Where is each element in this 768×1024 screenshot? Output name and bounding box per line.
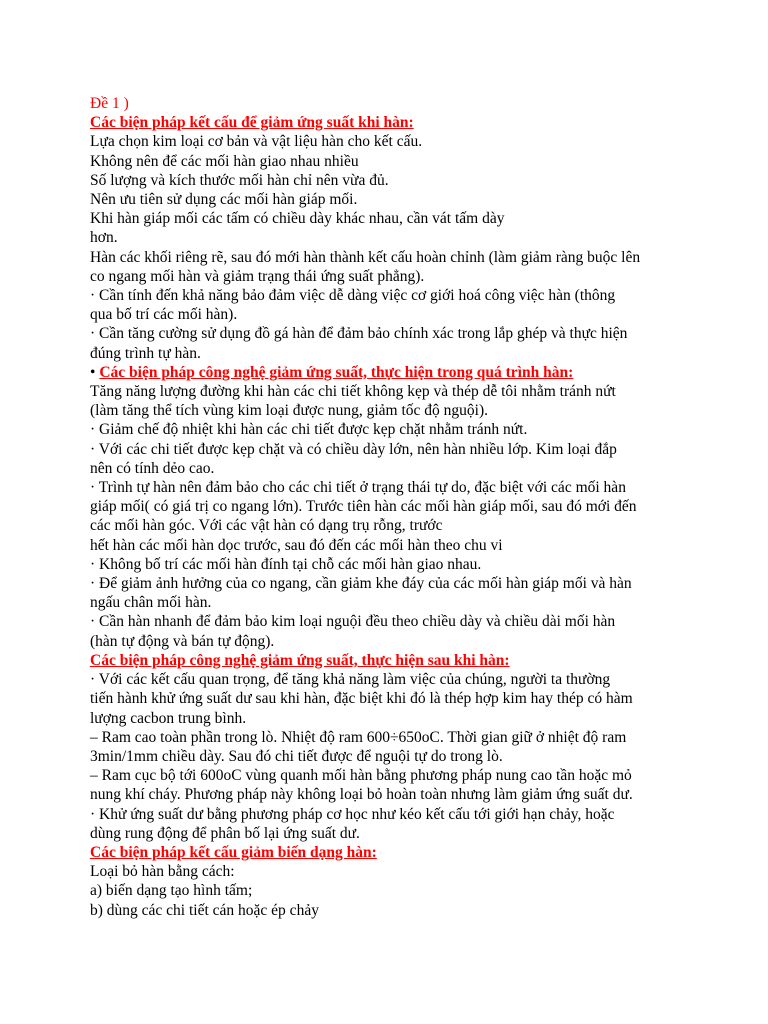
paragraph-line: ngấu chân mối hàn.	[90, 594, 212, 612]
paragraph-line: co ngang mối hàn và giảm trạng thái ứng suất phẳng).	[90, 267, 425, 285]
paragraph-line: hết hàn các mối hàn dọc trước, sau đó đến các mối hàn theo chu vi	[90, 536, 503, 554]
paragraph-line: (hàn tự động và bán tự động).	[90, 632, 275, 650]
paragraph-line: b) dùng các chi tiết cán hoặc ép chảy	[90, 901, 319, 919]
paragraph-line: · Cần hàn nhanh để đảm bảo kim loại nguội đều theo chiều dày và chiều dài mối hàn	[90, 613, 616, 631]
section-heading: Các biện pháp kết cấu giảm biến dạng hàn:	[90, 843, 377, 861]
paragraph-line: 3min/1mm chiều dày. Sau đó chi tiết được để nguội tự do trong lò.	[90, 747, 503, 765]
paragraph-line: nung khí cháy. Phương pháp này không loại bỏ hoàn toàn nhưng làm giảm ứng suất dư.	[90, 786, 633, 804]
document-page	[90, 94, 690, 920]
paragraph-line: · Cần tính đến khả năng bảo đảm việc dễ dàng việc cơ giới hoá công việc hàn (thông	[90, 287, 616, 305]
section-heading: Các biện pháp công nghệ giảm ứng suất, thực hiện trong quá trình hàn:	[99, 363, 574, 381]
paragraph-line: Tăng năng lượng đường khi hàn các chi tiết không kẹp và thép dễ tôi nhằm tránh nứt	[90, 383, 616, 401]
paragraph-line: nên có tính dẻo cao.	[90, 459, 215, 477]
paragraph-line: · Trình tự hàn nên đảm bảo cho các chi tiết ở trạng thái tự do, đặc biệt với các mối hàn	[90, 479, 626, 497]
paragraph-line: dùng rung động để phân bố lại ứng suất dư.	[90, 824, 360, 842]
paragraph-line: Nên ưu tiên sử dụng các mối hàn giáp mối.	[90, 191, 358, 209]
paragraph-line: · Không bố trí các mối hàn đính tại chỗ các mối hàn giao nhau.	[90, 555, 482, 573]
paragraph-line: qua bố trí các mối hàn).	[90, 306, 238, 324]
paragraph-line: – Ram cao toàn phần trong lò. Nhiệt độ ram 600÷650oC. Thời gian giữ ở nhiệt độ ram	[90, 728, 627, 746]
paragraph-line: – Ram cục bộ tới 600oC vùng quanh mối hàn bằng phương pháp nung cao tần hoặc mỏ	[90, 767, 632, 785]
section-heading-line	[90, 363, 690, 382]
paragraph-line: a) biến dạng tạo hình tấm;	[90, 882, 253, 900]
paragraph-line: · Khử ứng suất dư bằng phương pháp cơ học như kéo kết cấu tới giới hạn chảy, hoặc	[90, 805, 615, 823]
paragraph-line: · Với các chi tiết được kẹp chặt và có chiều dày lớn, nên hàn nhiều lớp. Kim loại đắp	[90, 440, 617, 458]
paragraph-line: đúng trình tự hàn.	[90, 344, 201, 362]
paragraph-line: Hàn các khối riêng rẽ, sau đó mới hàn thành kết cấu hoàn chỉnh (làm giảm ràng buộc lên	[90, 248, 641, 266]
paragraph-line: tiến hành khử ứng suất dư sau khi hàn, đặc biệt khi đó là thép hợp kim hay thép có hàm	[90, 690, 633, 708]
paragraph-line: Không nên để các mối hàn giao nhau nhiều	[90, 152, 359, 170]
document-title: Đề 1 )	[90, 95, 129, 112]
section-post-weld-stress	[90, 651, 690, 843]
paragraph-line: · Giảm chế độ nhiệt khi hàn các chi tiết được kẹp chặt nhằm tránh nứt.	[90, 421, 528, 439]
paragraph-line: · Để giảm ảnh hưởng của co ngang, cần giảm khe đáy của các mối hàn giáp mối và hàn	[90, 575, 632, 593]
section-structural-deformation	[90, 843, 690, 920]
bullet-marker: •	[90, 363, 100, 381]
section-structural-stress	[90, 113, 690, 363]
paragraph-line: Khi hàn giáp mối các tấm có chiều dày khác nhau, cần vát tấm dày	[90, 210, 505, 228]
paragraph-line: · Với các kết cấu quan trọng, để tăng khả năng làm việc của chúng, người ta thường	[90, 671, 611, 689]
section-heading: Các biện pháp công nghệ giảm ứng suất, thực hiện sau khi hàn:	[90, 651, 510, 669]
paragraph-line: lượng cacbon trung bình.	[90, 709, 247, 727]
section-heading: Các biện pháp kết cấu để giảm ứng suất khi hàn:	[90, 114, 414, 132]
paragraph-line: hơn.	[90, 229, 118, 247]
paragraph-line: Loại bỏ hàn bằng cách:	[90, 863, 235, 881]
paragraph-line: giáp mối( có giá trị co ngang lớn). Trước tiên hàn các mối hàn giáp mối, sau đó mới đến	[90, 498, 637, 516]
section-process-stress	[90, 363, 690, 651]
paragraph-line: · Cần tăng cường sử dụng đồ gá hàn để đảm bảo chính xác trong lắp ghép và thực hiện	[90, 325, 628, 343]
paragraph-line: (làm tăng thể tích vùng kim loại được nung, giảm tốc độ nguội).	[90, 402, 488, 420]
paragraph-line: Số lượng và kích thước mối hàn chỉ nên vừa đủ.	[90, 171, 389, 189]
paragraph-line: các mối hàn góc. Với các vật hàn có dạng trụ rỗng, trước	[90, 517, 443, 535]
paragraph-line: Lựa chọn kim loại cơ bản và vật liệu hàn cho kết cấu.	[90, 133, 423, 151]
